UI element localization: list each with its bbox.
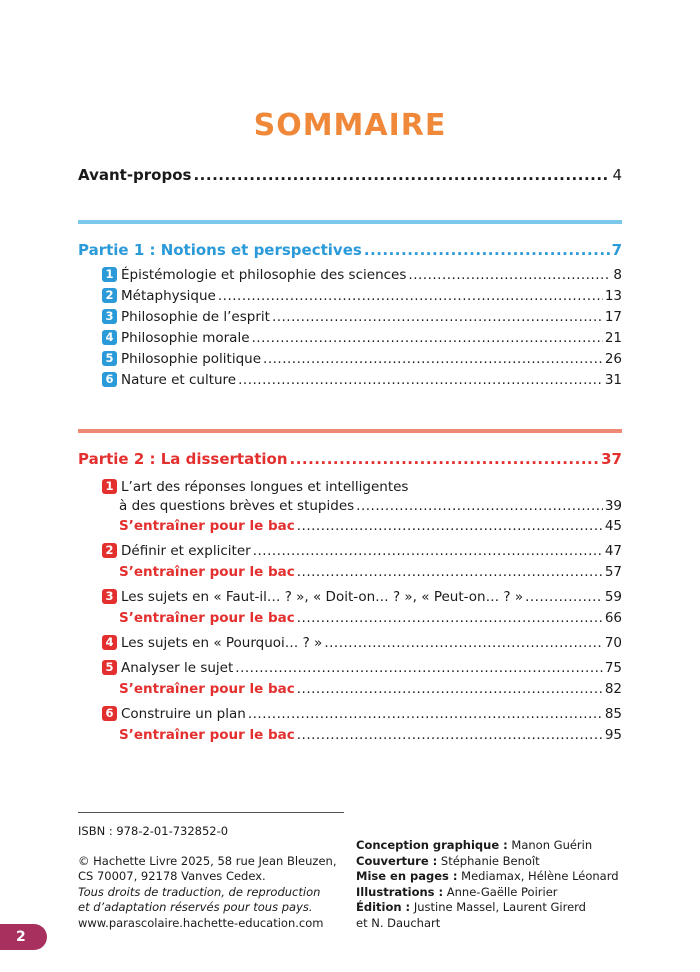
chapter-page: 47 <box>604 543 622 559</box>
toc-chapter[interactable] <box>102 351 622 367</box>
chapter-label: Construire un plan <box>121 706 246 722</box>
chapter-label: Philosophie morale <box>121 330 250 346</box>
chapter-page: 59 <box>604 589 622 605</box>
chapter-label: à des questions brèves et stupides <box>119 498 355 514</box>
chapter-page: 21 <box>604 330 622 346</box>
leader-dots <box>252 330 603 346</box>
website-link[interactable]: www.parascolaire.hachette-education.com <box>78 915 324 930</box>
toc-chapter[interactable] <box>102 543 622 559</box>
part-page: 37 <box>601 450 622 468</box>
chapter-label: Nature et culture <box>121 372 237 388</box>
chapter-label: Analyser le sujet <box>121 660 234 676</box>
chapter-page: 26 <box>604 351 622 367</box>
chapter-number-badge: 5 <box>102 660 117 675</box>
chapter-page: 13 <box>604 288 622 304</box>
part-title: Partie 2 : La dissertation <box>78 450 288 468</box>
toc-chapter[interactable] <box>102 706 622 722</box>
toc-exercise[interactable] <box>119 727 622 743</box>
footer-rule <box>78 812 344 813</box>
credit-name: Stéphanie Benoît <box>440 853 540 868</box>
leader-dots <box>248 706 603 722</box>
leader-dots <box>272 309 603 325</box>
leader-dots <box>364 241 610 259</box>
chapter-label-line1: L’art des réponses longues et intelligentes <box>121 479 409 495</box>
toc-chapter[interactable] <box>102 330 622 346</box>
leader-dots <box>218 288 603 304</box>
chapter-page: 31 <box>604 372 622 388</box>
toc-part-2[interactable] <box>78 450 622 468</box>
credit-name: Manon Guérin <box>511 838 593 852</box>
leader-dots <box>297 610 603 626</box>
part-page: 7 <box>611 241 622 259</box>
chapter-label: Métaphysique <box>121 288 216 304</box>
exercise-page: 82 <box>604 681 622 697</box>
chapter-number-badge: 6 <box>102 706 117 721</box>
toc-exercise[interactable] <box>119 518 622 534</box>
toc-part-1[interactable] <box>78 241 622 259</box>
chapter-page: 70 <box>604 635 622 651</box>
chapter-number-badge: 4 <box>102 635 117 650</box>
toc-chapter[interactable] <box>119 498 622 514</box>
leader-dots <box>253 543 603 559</box>
toc-exercise[interactable] <box>119 610 622 626</box>
chapter-page: 8 <box>613 267 622 283</box>
chapter-page: 39 <box>604 498 622 514</box>
chapter-page: 17 <box>604 309 622 325</box>
chapter-number-badge: 6 <box>102 372 117 387</box>
leader-dots <box>297 564 603 580</box>
exercise-label: S’entraîner pour le bac <box>119 727 295 743</box>
exercise-label: S’entraîner pour le bac <box>119 518 295 534</box>
entry-page: 4 <box>612 166 622 184</box>
part2-divider <box>78 429 622 433</box>
chapter-number-badge: 1 <box>102 479 117 494</box>
chapter-label: Épistémologie et philosophie des sciences <box>121 267 407 283</box>
credit-role: Édition : <box>356 900 411 914</box>
chapter-page: 75 <box>604 660 622 676</box>
toc-exercise[interactable] <box>119 564 622 580</box>
toc-chapter[interactable] <box>102 309 622 325</box>
chapter-label: Définir et expliciter <box>121 543 251 559</box>
chapter-label: Les sujets en « Pourquoi… ? » <box>121 635 323 651</box>
entry-label: Avant-propos <box>78 166 192 184</box>
copyright-line-2: CS 70007, 92178 Vanves Cedex. <box>78 869 266 883</box>
toc-chapter-first-line[interactable] <box>102 479 408 495</box>
leader-dots <box>193 166 610 184</box>
isbn: ISBN : 978-2-01-732852-0 <box>78 824 229 838</box>
exercise-page: 45 <box>604 518 622 534</box>
credit-name: Mediamax, Hélène Léonard <box>461 869 619 883</box>
credit-name: Anne-Gaëlle Poirier <box>446 884 558 899</box>
exercise-label: S’entraîner pour le bac <box>119 564 295 580</box>
toc-chapter[interactable] <box>102 635 622 651</box>
leader-dots <box>263 351 603 367</box>
rights-line-1: Tous droits de traduction, de reproduction <box>78 884 321 899</box>
rights-line-2: et d’adaptation réservés pour tous pays. <box>78 900 313 914</box>
exercise-page: 66 <box>604 610 622 626</box>
credit-continuation: et N. Dauchart <box>356 915 441 930</box>
page-title: SOMMAIRE <box>253 108 447 143</box>
toc-exercise[interactable] <box>119 681 622 697</box>
part1-divider <box>78 220 622 224</box>
leader-dots <box>297 518 603 534</box>
chapter-label: Philosophie politique <box>121 351 262 367</box>
leader-dots <box>324 635 602 651</box>
exercise-label: S’entraîner pour le bac <box>119 610 295 626</box>
chapter-number-badge: 3 <box>102 309 117 324</box>
chapter-number-badge: 4 <box>102 330 117 345</box>
leader-dots <box>238 372 603 388</box>
footer-publisher-info <box>78 824 336 931</box>
toc-chapter[interactable] <box>102 372 622 388</box>
chapter-number-badge: 3 <box>102 589 117 604</box>
chapter-page: 85 <box>604 706 622 722</box>
leader-dots <box>525 589 603 605</box>
exercise-page: 95 <box>604 727 622 743</box>
toc-chapter[interactable] <box>102 288 622 304</box>
chapter-label: Les sujets en « Faut-il… ? », « Doit-on… ? », « Peut-on… ? » <box>121 589 524 605</box>
toc-chapter[interactable] <box>102 589 622 605</box>
leader-dots <box>408 267 611 283</box>
chapter-number-badge: 2 <box>102 288 117 303</box>
leader-dots <box>235 660 603 676</box>
leader-dots <box>290 450 600 468</box>
exercise-label: S’entraîner pour le bac <box>119 681 295 697</box>
chapter-number-badge: 2 <box>102 543 117 558</box>
leader-dots <box>297 681 603 697</box>
chapter-number-badge: 1 <box>102 267 117 282</box>
footer-credits <box>356 838 619 931</box>
copyright-line-1: © Hachette Livre 2025, 58 rue Jean Bleuzen, <box>78 853 337 868</box>
leader-dots <box>297 727 603 743</box>
credit-role: Mise en pages : <box>356 869 458 883</box>
page-number-badge: 2 <box>0 924 47 950</box>
leader-dots <box>356 498 603 514</box>
exercise-page: 57 <box>604 564 622 580</box>
chapter-label: Philosophie de l’esprit <box>121 309 270 325</box>
toc-chapter[interactable] <box>102 660 622 676</box>
credit-role: Illustrations : <box>356 884 444 899</box>
credit-role: Couverture : <box>356 853 438 868</box>
credit-name: Justine Massel, Laurent Girerd <box>413 900 586 914</box>
credit-role: Conception graphique : <box>356 838 508 852</box>
toc-chapter[interactable] <box>102 267 622 283</box>
chapter-number-badge: 5 <box>102 351 117 366</box>
toc-entry-avant-propos[interactable] <box>78 166 622 184</box>
part-title: Partie 1 : Notions et perspectives <box>78 241 362 259</box>
